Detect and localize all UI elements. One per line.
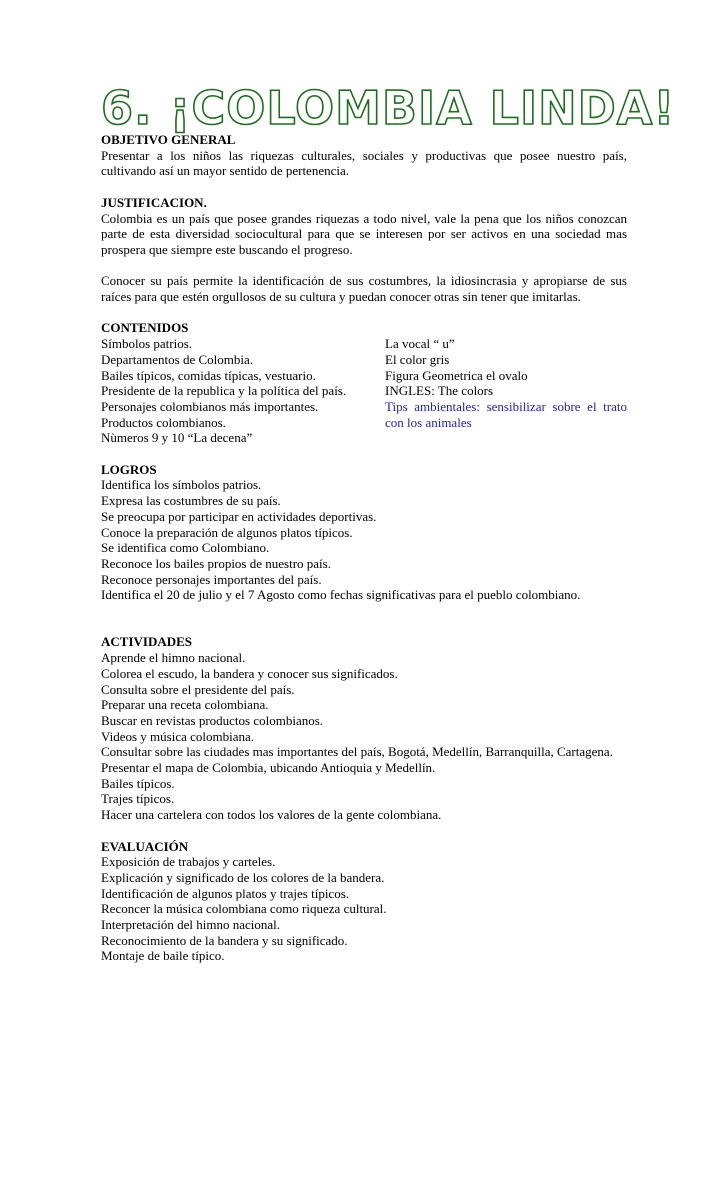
logros-heading: LOGROS [101, 461, 157, 477]
actividades-item: Hacer una cartelera con todos los valores de la gente colombiana. [101, 807, 442, 823]
title-text: 6. ¡COLOMBIA LINDA! [101, 81, 676, 135]
logros-item: Reconoce personajes importantes del país. [101, 571, 322, 587]
contenidos-left-column [101, 336, 351, 446]
logros-item: Reconoce los bailes propios de nuestro país. [101, 555, 331, 571]
contenidos-right-column [385, 336, 627, 446]
justificacion-paragraph-2: Conocer su país permite la identificación de sus costumbres, la idiosincrasia y apropiarse de sus raíces para que estén orgullosos de su cultura y puedan conocer otras sin tener que imitarlas. [101, 273, 627, 304]
logros-item: Expresa las costumbres de su país. [101, 493, 281, 509]
contenidos-item: Bailes típicos, comidas típicas, vestuario. [101, 367, 316, 383]
evaluacion-item: Exposición de trabajos y carteles. [101, 854, 276, 870]
objetivo-heading: OBJETIVO GENERAL [101, 132, 236, 147]
actividades-heading: ACTIVIDADES [101, 634, 193, 650]
contenidos-item: Símbolos patrios. [101, 336, 193, 352]
section-evaluacion [101, 839, 627, 965]
document-title [101, 78, 676, 135]
actividades-item: Consulta sobre el presidente del país. [101, 681, 295, 697]
contenidos-item: Presidente de la republica y la política del país. [101, 383, 347, 399]
objetivo-text: Presentar a los niños las riquezas culturales, sociales y productivas que posee nuestro país, cultivando así un mayor sentido de pertenencia. [101, 147, 627, 179]
evaluacion-item: Reconocimiento de la bandera y su significado. [101, 932, 348, 948]
logros-item: Identifica los símbolos patrios. [101, 477, 262, 493]
logros-item: Conoce la preparación de algunos platos típicos. [101, 524, 353, 540]
logros-item: Se preocupa por participar en actividades deportivas. [101, 508, 377, 524]
contenidos-item: La vocal “ u” [385, 336, 455, 352]
actividades-item: Preparar una receta colombiana. [101, 697, 269, 713]
justificacion-heading: JUSTIFICACION. [101, 194, 207, 210]
actividades-item: Consultar sobre las ciudades mas importantes del país, Bogotá, Medellín, Barranquilla, Cartagena. [101, 744, 613, 760]
logros-item: Se identifica como Colombiano. [101, 540, 270, 556]
title-wordart [101, 78, 676, 135]
section-objetivo [101, 132, 627, 179]
actividades-item: Trajes típicos. [101, 791, 175, 807]
logros-item: Identifica el 20 de julio y el 7 Agosto como fechas significativas para el pueblo colombiano. [101, 587, 581, 603]
section-logros [101, 462, 627, 603]
contenidos-item: INGLES: The colors [385, 383, 494, 399]
contenidos-heading: CONTENIDOS [101, 320, 189, 336]
actividades-item: Buscar en revistas productos colombianos. [101, 712, 324, 728]
section-justificacion [101, 195, 627, 305]
actividades-item: Bailes típicos. [101, 775, 175, 791]
tips-ambientales: Tips ambientales: sensibilizar sobre el trato con los animales [385, 398, 627, 430]
section-contenidos [101, 320, 627, 446]
contenidos-item: Departamentos de Colombia. [101, 351, 253, 367]
contenidos-item: El color gris [385, 351, 450, 367]
evaluacion-item: Identificación de algunos platos y trajes típicos. [101, 885, 350, 901]
contenidos-columns [101, 336, 627, 446]
actividades-item: Colorea el escudo, la bandera y conocer sus significados. [101, 665, 398, 681]
justificacion-paragraph-1: Colombia es un país que posee grandes riquezas a todo nivel, vale la pena que los niños conozcan parte de esta diversidad sociocultural para que se interesen por ser activos en una sociedad mas prospera que siempre este buscando el progreso. [101, 210, 627, 257]
evaluacion-item: Explicación y significado de los colores de la bandera. [101, 869, 385, 885]
actividades-item: Presentar el mapa de Colombia, ubicando Antioquia y Medellín. [101, 760, 436, 776]
evaluacion-item: Reconcer la música colombiana como riqueza cultural. [101, 901, 387, 917]
contenidos-item: Productos colombianos. [101, 414, 226, 430]
evaluacion-heading: EVALUACIÓN [101, 838, 189, 854]
actividades-item: Aprende el himno nacional. [101, 650, 246, 666]
actividades-item: Videos y música colombiana. [101, 728, 255, 744]
contenidos-item: Personajes colombianos más importantes. [101, 398, 319, 414]
section-actividades [101, 634, 627, 822]
document-page [101, 78, 676, 964]
contenidos-item: Figura Geometrica el ovalo [385, 367, 528, 383]
evaluacion-item: Montaje de baile típico. [101, 948, 225, 964]
evaluacion-item: Interpretación del himno nacional. [101, 917, 281, 933]
contenidos-item: Nùmeros 9 y 10 “La decena” [101, 430, 253, 446]
